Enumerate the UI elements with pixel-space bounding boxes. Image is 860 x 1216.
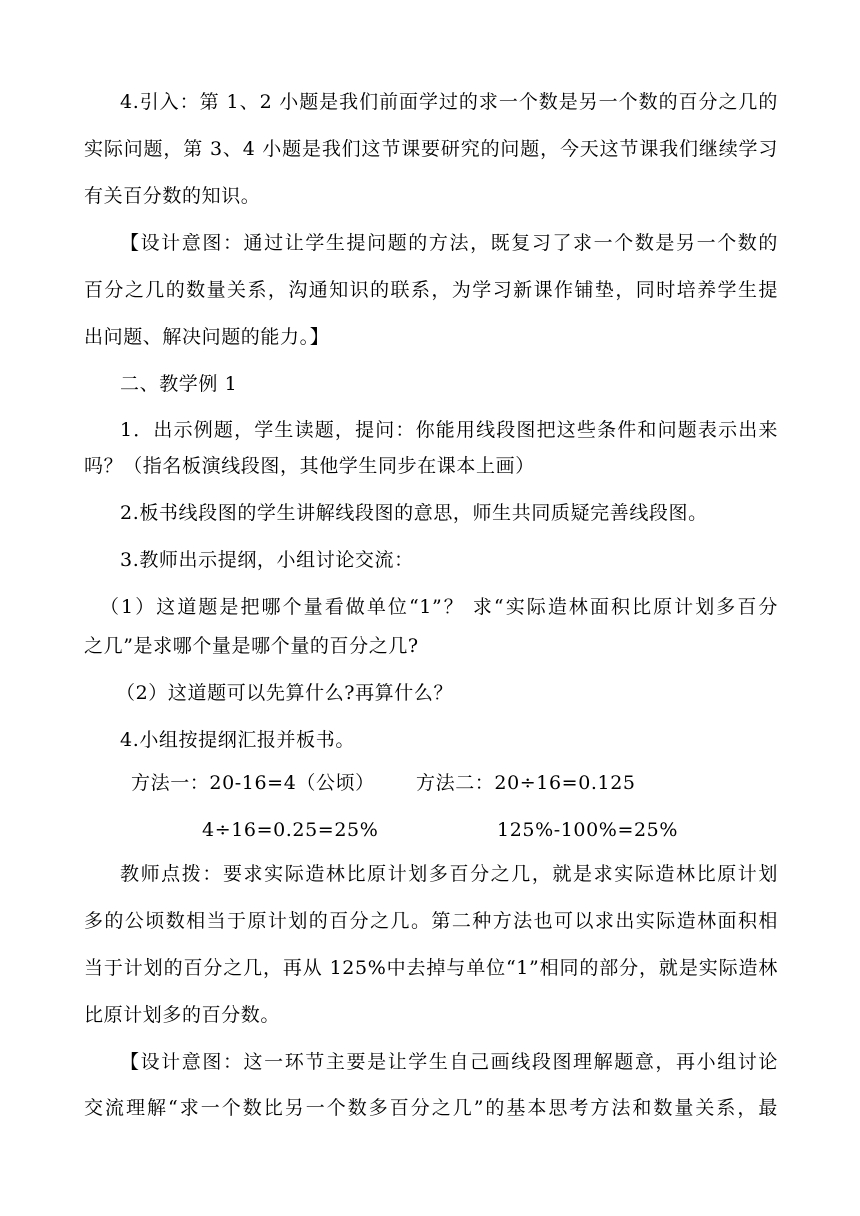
paragraph-line: 当于计划的百分之几，再从 125%中去掉与单位“1”相同的部分，就是实际造林 bbox=[84, 957, 778, 979]
paragraph-line: 吗？（指名板演线段图，其他学生同步在课本上画） bbox=[84, 455, 535, 477]
paragraph-line: 【设计意图：通过让学生提问题的方法，既复习了求一个数是另一个数的 bbox=[120, 232, 778, 254]
section-heading: 二、教学例 1 bbox=[120, 373, 238, 395]
paragraph-line: 4.引入：第 1、2 小题是我们前面学过的求一个数是另一个数的百分之几的 bbox=[120, 91, 778, 113]
paragraph-line: 百分之几的数量关系，沟通知识的联系，为学习新课作铺垫，同时培养学生提 bbox=[84, 279, 778, 301]
paragraph-line: 比原计划多的百分数。 bbox=[84, 1004, 281, 1026]
method-one-step: 4÷16=0.25=25% bbox=[202, 819, 379, 841]
paragraph-line: 有关百分数的知识。 bbox=[84, 185, 261, 207]
paragraph-line: （2）这道题可以先算什么?再算什么？ bbox=[116, 682, 454, 704]
paragraph-line: 2.板书线段图的学生讲解线段图的意思，师生共同质疑完善线段图。 bbox=[120, 502, 708, 524]
paragraph-line: 实际问题，第 3、4 小题是我们这节课要研究的问题，今天这节课我们继续学习 bbox=[84, 138, 778, 160]
paragraph-line: 3.教师出示提纲，小组讨论交流： bbox=[120, 549, 414, 571]
method-two: 方法二：20÷16=0.125 bbox=[416, 772, 636, 794]
paragraph-line: 4.小组按提纲汇报并板书。 bbox=[120, 729, 355, 751]
paragraph-line: 出问题、解决问题的能力。】 bbox=[84, 326, 330, 348]
paragraph-line: 1．出示例题，学生读题，提问：你能用线段图把这些条件和问题表示出来 bbox=[120, 419, 778, 441]
paragraph-line: 之几”是求哪个量是哪个量的百分之几? bbox=[84, 635, 419, 657]
paragraph-line: 交流理解“求一个数比另一个数多百分之几”的基本思考方法和数量关系，最 bbox=[84, 1097, 778, 1119]
method-two-step: 125%-100%=25% bbox=[497, 819, 679, 841]
paragraph-line: 【设计意图：这一环节主要是让学生自己画线段图理解题意，再小组讨论 bbox=[120, 1051, 778, 1073]
method-one: 方法一：20-16=4（公顷） bbox=[131, 772, 375, 794]
paragraph-line: （1）这道题是把哪个量看做单位“1”？ 求“实际造林面积比原计划多百分 bbox=[100, 596, 778, 618]
paragraph-line: 教师点拨：要求实际造林比原计划多百分之几，就是求实际造林比原计划 bbox=[120, 863, 778, 885]
paragraph-line: 多的公顷数相当于原计划的百分之几。第二种方法也可以求出实际造林面积相 bbox=[84, 910, 778, 932]
